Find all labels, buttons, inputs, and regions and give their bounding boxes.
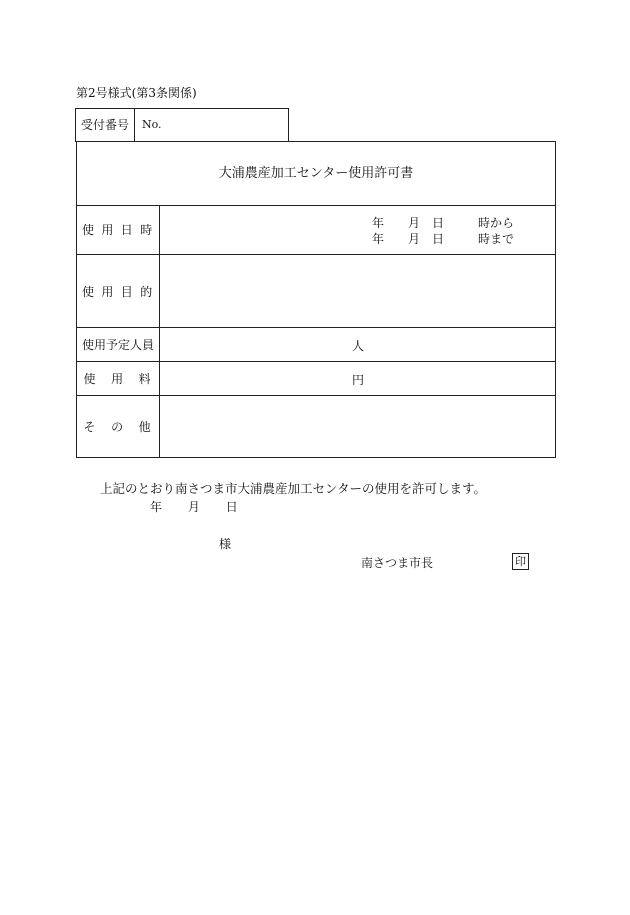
seal-mark: 印 (512, 553, 529, 570)
row-usage-purpose (77, 255, 555, 328)
other-label: そ の 他 (77, 396, 160, 457)
row-planned-users (77, 328, 555, 362)
usage-fee-label: 使 用 料 (77, 362, 160, 395)
start-time: 時から (478, 216, 515, 230)
row-other (77, 396, 555, 457)
start-day: 日 (432, 216, 445, 230)
end-year: 年 (372, 232, 385, 246)
row-usage-fee (77, 362, 555, 396)
planned-users-label: 使用予定人員 (77, 328, 160, 361)
issue-month: 月 (187, 500, 200, 514)
receipt-number-box (75, 108, 289, 142)
permit-declaration: 上記のとおり南さつま市大浦農産加工センターの使用を許可します。 (100, 481, 487, 496)
addressee-suffix: 様 (219, 537, 232, 551)
start-month: 月 (408, 216, 421, 230)
usage-purpose-label: 使 用 目 的 (77, 255, 160, 327)
issue-day: 日 (225, 500, 238, 514)
end-time: 時まで (478, 232, 515, 246)
usage-datetime-label: 使 用 日 時 (77, 205, 160, 254)
permit-table (76, 141, 556, 458)
issuer-name: 南さつま市長 (361, 556, 434, 570)
receipt-number-label: 受付番号 (76, 109, 135, 141)
end-day: 日 (432, 232, 445, 246)
row-usage-datetime (77, 205, 555, 255)
end-month: 月 (408, 232, 421, 246)
issue-date (150, 498, 238, 515)
form-number: 第2号様式(第3条関係) (76, 86, 197, 100)
yen-unit: 円 (352, 373, 365, 387)
document-title: 大浦農産加工センター使用許可書 (77, 142, 555, 206)
persons-unit: 人 (352, 339, 365, 353)
start-year: 年 (372, 216, 385, 230)
receipt-number-value: No. (142, 118, 162, 131)
issue-year: 年 (150, 500, 163, 514)
